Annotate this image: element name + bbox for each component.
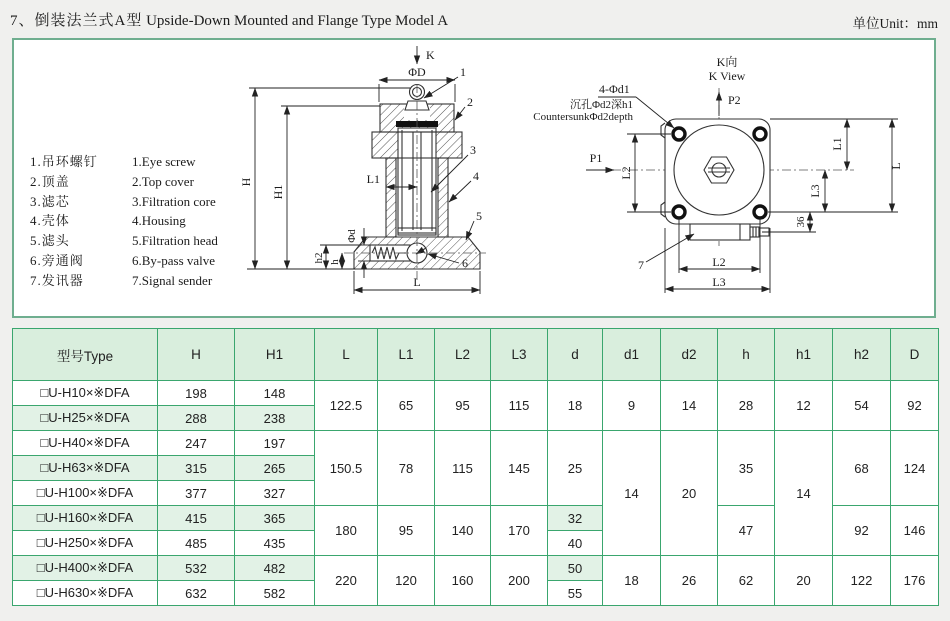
legend-en: 4.Housing — [132, 213, 186, 229]
table-cell: 122 — [833, 556, 891, 606]
col-header-L3: L3 — [491, 329, 548, 381]
table-cell: 92 — [833, 506, 891, 556]
table-row — [13, 381, 939, 406]
dim-label-H1: H1 — [271, 184, 285, 200]
p1-label: P1 — [589, 151, 603, 165]
table-cell: 315 — [158, 456, 235, 481]
table-cell: 582 — [235, 581, 315, 606]
table-cell: 115 — [435, 431, 491, 506]
table-cell: 180 — [315, 506, 378, 556]
col-header-h1: h1 — [775, 329, 833, 381]
table-cell: 140 — [435, 506, 491, 556]
type-cell: □U-H400×※DFA — [13, 556, 158, 581]
dim-label-H: H — [239, 177, 253, 187]
legend-en: 2.Top cover — [132, 173, 194, 189]
table-cell: 122.5 — [315, 381, 378, 431]
table-cell: 40 — [548, 531, 603, 556]
page-title-cn: 7、倒装法兰式A型 — [10, 13, 143, 29]
countersunk-label-cn: 沉孔Φd2深h1 — [569, 99, 633, 111]
type-cell: □U-H250×※DFA — [13, 531, 158, 556]
bolt-hole-icon — [673, 206, 685, 218]
kview-title-en: K View — [708, 69, 746, 83]
dim-label-L1: L1 — [366, 172, 380, 186]
col-header-d: d — [548, 329, 603, 381]
table-cell: 55 — [548, 581, 603, 606]
col-header-L1: L1 — [378, 329, 435, 381]
table-cell: 95 — [435, 381, 491, 431]
dim-label-h: h — [329, 259, 341, 265]
legend-cn: 2.顶盖 — [30, 173, 70, 189]
legend-en: 1.Eye screw — [132, 154, 196, 169]
callout-1: 1 — [460, 65, 466, 79]
table-cell: 25 — [548, 431, 603, 506]
table-cell: 200 — [491, 556, 548, 606]
table-cell: 148 — [235, 381, 315, 406]
col-header-type: 型号Type — [13, 329, 158, 381]
header-row — [13, 329, 939, 381]
table-cell: 197 — [235, 431, 315, 456]
table-cell: 176 — [891, 556, 939, 606]
callout-4: 4 — [473, 169, 479, 183]
table-cell: 14 — [775, 431, 833, 556]
p2-label: P2 — [728, 93, 741, 107]
table-cell: 124 — [891, 431, 939, 506]
table-cell: 170 — [491, 506, 548, 556]
table-cell: 54 — [833, 381, 891, 431]
type-cell: □U-H10×※DFA — [13, 381, 158, 406]
table-cell: 62 — [718, 556, 775, 606]
table-cell: 12 — [775, 381, 833, 431]
table-cell: 198 — [158, 381, 235, 406]
page-title-en: Upside-Down Mounted and Flange Type Model A — [146, 13, 449, 29]
table-cell: 9 — [603, 381, 661, 431]
table-cell: 288 — [158, 406, 235, 431]
drawing-panel — [12, 38, 936, 318]
col-header-H1: H1 — [235, 329, 315, 381]
col-header-d2: d2 — [661, 329, 718, 381]
table-cell: 150.5 — [315, 431, 378, 506]
dim-label-L: L — [413, 275, 421, 289]
type-cell: □U-H100×※DFA — [13, 481, 158, 506]
table-cell: 35 — [718, 431, 775, 506]
table-cell: 238 — [235, 406, 315, 431]
col-header-L2: L2 — [435, 329, 491, 381]
col-header-h: h — [718, 329, 775, 381]
table-cell: 160 — [435, 556, 491, 606]
table-cell: 32 — [548, 506, 603, 531]
table-cell: 482 — [235, 556, 315, 581]
table-cell: 20 — [775, 556, 833, 606]
k-view — [533, 55, 903, 293]
type-cell: □U-H25×※DFA — [13, 406, 158, 431]
dim-label-h2: h2 — [313, 252, 325, 264]
table-cell: 145 — [491, 431, 548, 506]
table-cell: 26 — [661, 556, 718, 606]
countersunk-label-en: CountersunkΦd2depth — [533, 111, 633, 123]
table-cell: 78 — [378, 431, 435, 506]
col-header-h2: h2 — [833, 329, 891, 381]
callout-6: 6 — [462, 256, 468, 270]
table-cell: 377 — [158, 481, 235, 506]
legend-cn: 3.滤芯 — [30, 193, 70, 209]
table-cell: 50 — [548, 556, 603, 581]
col-header-D: D — [891, 329, 939, 381]
type-cell: □U-H630×※DFA — [13, 581, 158, 606]
bolt-hole-icon — [754, 206, 766, 218]
table-cell: 327 — [235, 481, 315, 506]
dim-label-L2-left: L2 — [619, 166, 633, 180]
table-cell: 120 — [378, 556, 435, 606]
signal-sender — [690, 224, 750, 240]
table-cell: 146 — [891, 506, 939, 556]
dim-label-phid: Φd — [346, 229, 358, 243]
legend-en: 6.By-pass valve — [132, 252, 216, 268]
type-cell: □U-H40×※DFA — [13, 431, 158, 456]
bolt-holes-label: 4-Φd1 — [599, 82, 630, 96]
kview-title-cn: K向 — [716, 55, 738, 69]
legend-en: 3.Filtration core — [132, 193, 216, 209]
table-cell: 65 — [378, 381, 435, 431]
dimension-table — [12, 328, 939, 606]
type-cell: □U-H63×※DFA — [13, 456, 158, 481]
table-cell: 247 — [158, 431, 235, 456]
dim-label-L3-right: L3 — [808, 184, 822, 198]
legend-en: 7.Signal sender — [132, 272, 213, 288]
technical-drawing — [14, 40, 934, 316]
table-cell: 415 — [158, 506, 235, 531]
table-cell: 14 — [603, 431, 661, 556]
section-view — [239, 46, 486, 294]
table-cell: 95 — [378, 506, 435, 556]
table-cell: 28 — [718, 381, 775, 431]
table-cell: 220 — [315, 556, 378, 606]
page-title — [10, 9, 448, 30]
type-cell: □U-H160×※DFA — [13, 506, 158, 531]
bolt-hole-icon — [673, 128, 685, 140]
dim-label-L3-bottom: L3 — [712, 275, 726, 289]
table-row — [13, 431, 939, 456]
table-cell: 532 — [158, 556, 235, 581]
dim-label-phiD: ΦD — [408, 65, 426, 79]
col-header-d1: d1 — [603, 329, 661, 381]
table-cell: 47 — [718, 506, 775, 556]
bolt-hole-icon — [754, 128, 766, 140]
legend-cn: 5.滤头 — [30, 233, 70, 249]
table-cell: 18 — [603, 556, 661, 606]
legend-cn: 7.发讯器 — [30, 272, 84, 288]
legend-cn: 6.旁通阀 — [30, 252, 84, 268]
table-cell: 92 — [891, 381, 939, 431]
dim-label-L-right: L — [889, 162, 903, 170]
table-cell: 68 — [833, 431, 891, 506]
table-cell: 365 — [235, 506, 315, 531]
table-cell: 14 — [661, 381, 718, 431]
callout-7: 7 — [638, 258, 644, 272]
table-cell: 485 — [158, 531, 235, 556]
table-row — [13, 556, 939, 581]
table-cell: 115 — [491, 381, 548, 431]
legend-en: 5.Filtration head — [132, 233, 218, 249]
callout-5: 5 — [476, 209, 482, 223]
table-cell: 20 — [661, 431, 718, 556]
col-header-L: L — [315, 329, 378, 381]
titlebar — [10, 6, 940, 32]
col-header-H: H — [158, 329, 235, 381]
legend-cn: 1.吊环螺钉 — [30, 154, 98, 169]
unit-label: 单位Unit：mm — [852, 16, 938, 31]
table-cell: 18 — [548, 381, 603, 431]
dim-label-L1-right: L1 — [830, 137, 844, 151]
table-cell: 435 — [235, 531, 315, 556]
dim-label-36: 36 — [795, 216, 807, 228]
legend-cn: 4.壳体 — [30, 213, 70, 229]
dimension-table-wrap — [12, 328, 938, 606]
dim-label-L2-bottom: L2 — [712, 255, 726, 269]
table-cell: 265 — [235, 456, 315, 481]
table-cell: 632 — [158, 581, 235, 606]
callout-3: 3 — [470, 143, 476, 157]
callout-2: 2 — [467, 95, 473, 109]
k-arrow-label: K — [426, 48, 435, 62]
